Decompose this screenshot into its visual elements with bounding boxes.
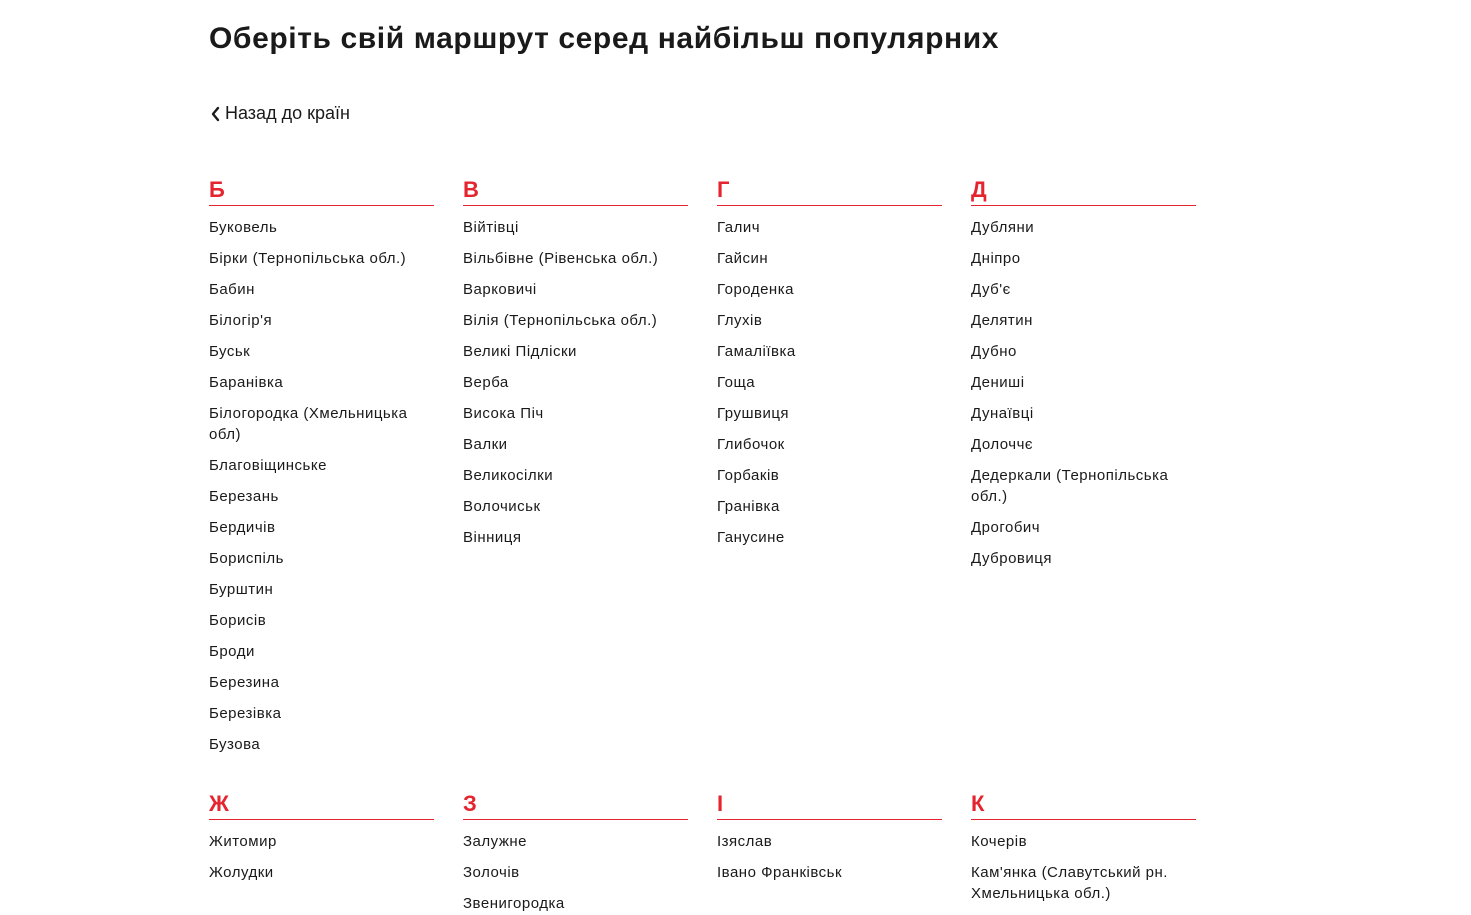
city-link[interactable]: Дубровиця [971,550,1052,567]
city-link[interactable]: Гайсин [717,250,769,267]
city-link[interactable]: Бердичів [209,519,276,536]
city-link[interactable]: Білогір'я [209,312,273,329]
letter-heading: К [971,787,1196,820]
city-link[interactable]: Ганусине [717,529,785,546]
city-link[interactable]: Березань [209,488,279,505]
city-link[interactable]: Кочерів [971,833,1028,850]
city-link[interactable]: Бузова [209,736,261,753]
city-list [209,206,434,755]
city-link[interactable]: Жолудки [209,864,274,881]
city-link[interactable]: Городенка [717,281,794,298]
city-link[interactable]: Буськ [209,343,251,360]
city-link[interactable]: Грушвиця [717,405,790,422]
letter-group-zh [209,787,434,893]
city-link[interactable]: Великосілки [463,467,554,484]
city-link[interactable]: Березина [209,674,280,691]
city-link[interactable]: Бірки (Тернопільська обл.) [209,250,407,267]
city-link[interactable]: Буковель [209,219,278,236]
city-list [971,206,1196,569]
letter-group-v [463,173,688,558]
city-link[interactable]: Верба [463,374,509,391]
city-link[interactable]: Кам'янка (Славутський рн. Хмельницька обл.) [971,864,1168,902]
city-link[interactable]: Благовіщинське [209,457,327,474]
page-title: Оберіть свій маршрут серед найбільш популярних [209,22,1000,55]
city-link[interactable]: Дубно [971,343,1017,360]
city-link[interactable]: Варковичі [463,281,537,298]
city-link[interactable]: Війтівці [463,219,519,236]
letter-group-b [209,173,434,765]
city-link[interactable]: Вінниця [463,529,522,546]
city-link[interactable]: Броди [209,643,255,660]
back-to-countries-link[interactable] [209,103,350,124]
city-link[interactable]: Білогородка (Хмельницька обл) [209,405,408,443]
city-link[interactable]: Ізяслав [717,833,773,850]
city-link[interactable]: Волочиськ [463,498,541,515]
city-link[interactable]: Борисів [209,612,267,629]
city-list [717,206,942,548]
city-link[interactable]: Валки [463,436,508,453]
city-link[interactable]: Житомир [209,833,277,850]
city-link[interactable]: Бориспіль [209,550,284,567]
city-link[interactable]: Великі Підліски [463,343,577,360]
city-list [463,820,688,914]
city-list [717,820,942,883]
city-list [463,206,688,548]
city-link[interactable]: Березівка [209,705,282,722]
letter-group-i [717,787,942,893]
letter-heading: Г [717,173,942,206]
city-link[interactable]: Баранівка [209,374,284,391]
city-link[interactable]: Висока Піч [463,405,544,422]
city-link[interactable]: Вільбівне (Рівенська обл.) [463,250,659,267]
city-link[interactable]: Залужне [463,833,527,850]
city-link[interactable]: Івано Франківськ [717,864,843,881]
city-link[interactable]: Долоччє [971,436,1034,453]
letter-group-z [463,787,688,915]
city-list [971,820,1196,904]
city-link[interactable]: Звенигородка [463,895,565,912]
city-link[interactable]: Глухів [717,312,763,329]
city-link[interactable]: Гранівка [717,498,780,515]
letter-heading: Б [209,173,434,206]
city-link[interactable]: Горбаків [717,467,780,484]
city-link[interactable]: Бабин [209,281,255,298]
city-list [209,820,434,883]
letter-group-h [717,173,942,558]
city-link[interactable]: Дениші [971,374,1025,391]
city-link[interactable]: Галич [717,219,761,236]
letter-heading: З [463,787,688,820]
letter-heading: Д [971,173,1196,206]
city-link[interactable]: Дрогобич [971,519,1041,536]
chevron-left-icon [209,104,223,124]
city-link[interactable]: Дніпро [971,250,1021,267]
city-link[interactable]: Золочів [463,864,520,881]
city-link[interactable]: Гамаліївка [717,343,796,360]
city-link[interactable]: Вілія (Тернопільська обл.) [463,312,658,329]
city-link[interactable]: Бурштин [209,581,274,598]
city-link[interactable]: Дубляни [971,219,1035,236]
city-link[interactable]: Гоща [717,374,756,391]
city-link[interactable]: Дунаївці [971,405,1034,422]
letter-group-d [971,173,1196,579]
city-link[interactable]: Дедеркали (Тернопільська обл.) [971,467,1169,505]
letter-heading: В [463,173,688,206]
city-link[interactable]: Глибочок [717,436,785,453]
city-link[interactable]: Дуб'є [971,281,1011,298]
letter-group-k [971,787,1196,914]
letter-heading: І [717,787,942,820]
city-link[interactable]: Делятин [971,312,1033,329]
back-link-label: Назад до країн [225,103,350,123]
letter-heading: Ж [209,787,434,820]
